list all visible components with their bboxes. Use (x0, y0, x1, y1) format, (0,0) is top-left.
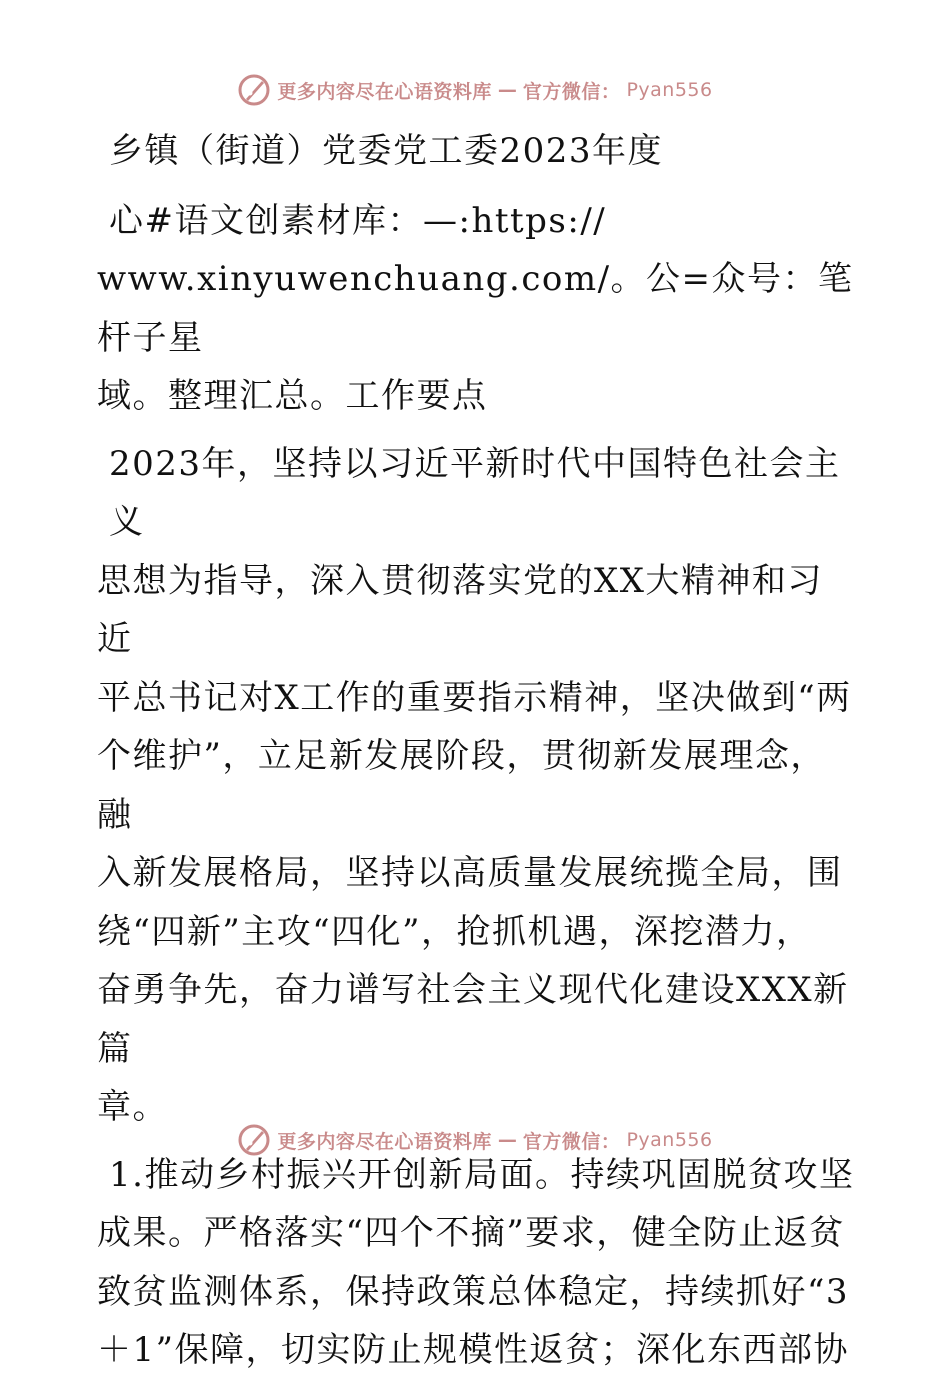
paragraph-line: 1.推动乡村振兴开创新局面。持续巩固脱贫攻坚 (109, 1154, 855, 1195)
watermark-separator: — (497, 79, 517, 101)
paragraph-line: 入新发展格局，坚持以高质量发展统揽全局，围 (97, 853, 843, 893)
watermark-label: 官方微信： (522, 80, 621, 103)
watermark-bottom (0, 1120, 950, 1160)
watermark-id: Pyan556 (626, 79, 713, 101)
paragraph-line: 思想为指导，深入贯彻落实党的XX大精神和习近 (97, 560, 823, 659)
pen-logo-icon (237, 73, 271, 107)
document-subtitle (97, 192, 857, 426)
paragraph-line: 成果。严格落实“四个不摘”要求，健全防止返贫 (97, 1213, 845, 1253)
paragraph-line: 2023年，坚持以习近平新时代中国特色社会主义 (109, 443, 841, 542)
document-title: 乡镇（街道）党委党工委2023年度 (109, 131, 664, 171)
paragraph-line: 绕“四新”主攻“四化”，抢抓机遇，深挖潜力， (97, 911, 812, 952)
section-1-paragraph (97, 1146, 857, 1380)
pen-logo-icon (237, 1123, 271, 1157)
watermark-label: 官方微信： (522, 1130, 621, 1153)
subtitle-line: www.xinyuwenchuang.com/。公=众号：笔杆子星 (97, 259, 854, 358)
watermark-id: Pyan556 (626, 1129, 713, 1151)
document-body (97, 122, 857, 1389)
watermark-separator: — (497, 1129, 517, 1151)
paragraph-line: 奋勇争先，奋力谱写社会主义现代化建设XXX新篇 (97, 970, 849, 1069)
watermark-text: 更多内容尽在心语资料库 (277, 80, 492, 103)
paragraph-line: 致贫监测体系，保持政策总体稳定，持续抓好“3 (97, 1271, 850, 1312)
watermark-top (0, 70, 950, 110)
intro-paragraph (97, 435, 857, 1137)
subtitle-line: 心#语文创素材库：—:https:// (109, 200, 607, 241)
paragraph-line: 章。 (97, 1087, 168, 1127)
paragraph-line: ＋1”保障，切实防止规模性返贫；深化东西部协 (97, 1330, 850, 1370)
subtitle-line: 域。整理汇总。工作要点 (97, 376, 488, 416)
watermark-text: 更多内容尽在心语资料库 (277, 1130, 492, 1153)
paragraph-line: 个维护”，立足新发展阶段，贯彻新发展理念，融 (97, 736, 826, 835)
paragraph-line: 平总书记对X工作的重要指示精神，坚决做到“两 (97, 677, 852, 718)
